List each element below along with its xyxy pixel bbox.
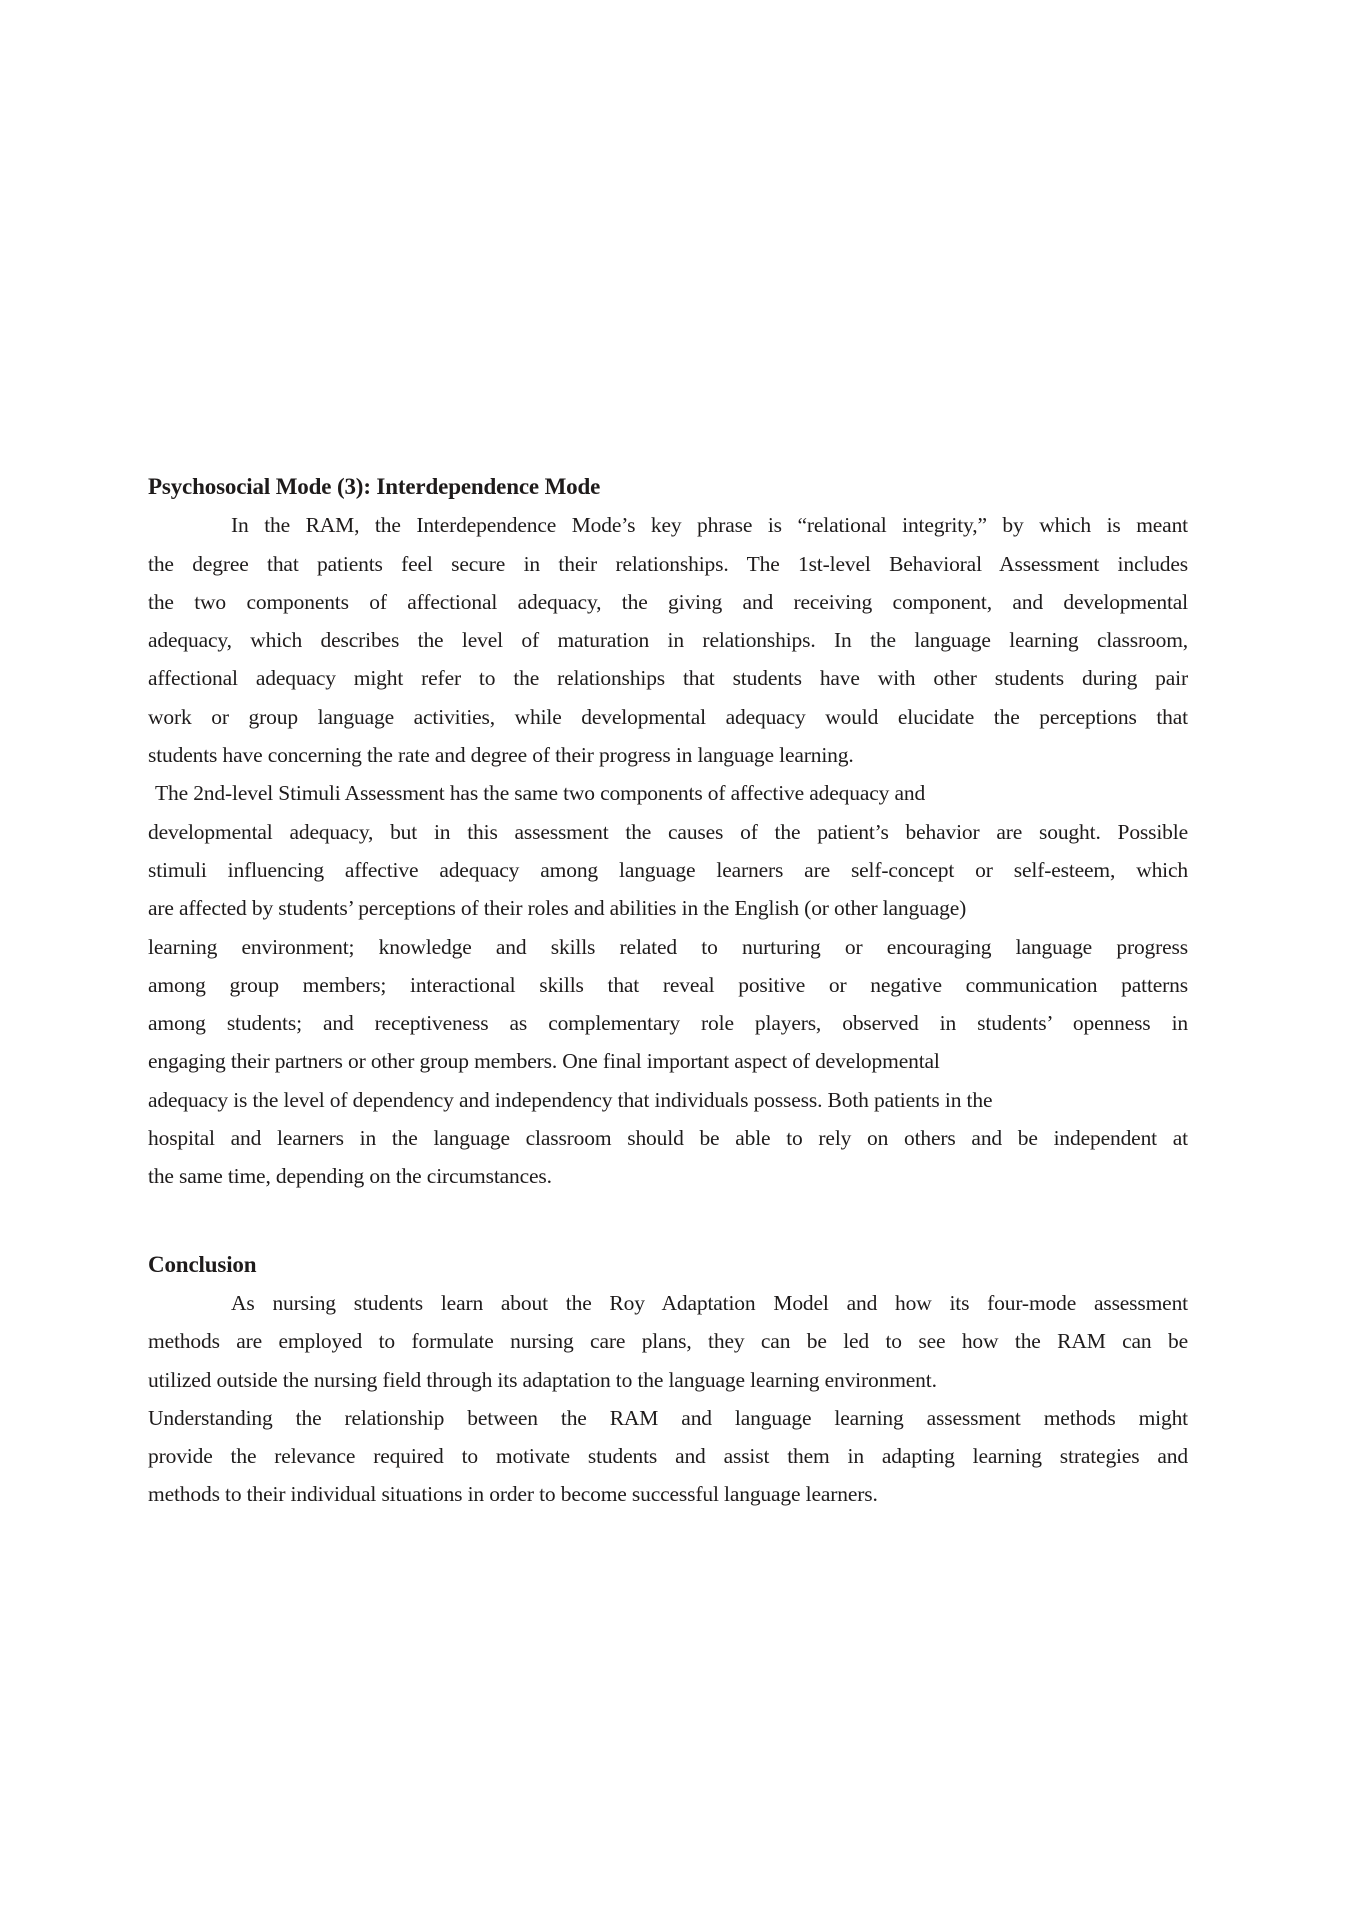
section-heading: Psychosocial Mode (3): Interdependence Mode <box>148 474 601 499</box>
text-line: adequacy is the level of dependency and independency that individuals possess. Both patients in the <box>148 1087 993 1112</box>
section-spacer <box>148 1196 1188 1246</box>
text-line: provide the relevance required to motivate students and assist them in adapting learning strategies and <box>148 1444 1188 1469</box>
text-line: methods to their individual situations in order to become successful language learners. <box>148 1482 878 1507</box>
text-line: developmental adequacy, but in this assessment the causes of the patient’s behavior are sought. Possible <box>148 819 1188 844</box>
text-line: the degree that patients feel secure in their relationships. The 1st-level Behavioral Assessment includes <box>148 551 1188 576</box>
text-line: the same time, depending on the circumstances. <box>148 1164 552 1189</box>
text-line: utilized outside the nursing field through its adaptation to the language learning environment. <box>148 1367 937 1392</box>
text-line: In the RAM, the Interdependence Mode’s key phrase is “relational integrity,” by which is meant <box>231 513 1188 538</box>
text-line: Understanding the relationship between the RAM and language learning assessment methods might <box>148 1405 1188 1430</box>
text-line: affectional adequacy might refer to the relationships that students have with other students during pair <box>148 666 1188 691</box>
text-line: The 2nd-level Stimuli Assessment has the same two components of affective adequacy and <box>155 781 926 806</box>
text-line: learning environment; knowledge and skills related to nurturing or encouraging language progress <box>148 934 1188 959</box>
text-line: are affected by students’ perceptions of their roles and abilities in the English (or other language) <box>148 896 967 921</box>
section-heading: Conclusion <box>148 1251 257 1277</box>
text-line: work or group language activities, while developmental adequacy would elucidate the perceptions that <box>148 704 1188 729</box>
text-line: stimuli influencing affective adequacy among language learners are self-concept or self-esteem, which <box>148 857 1188 882</box>
text-line: methods are employed to formulate nursing care plans, they can be led to see how the RAM can be <box>148 1329 1188 1354</box>
text-line: the two components of affectional adequacy, the giving and receiving component, and developmental <box>148 589 1188 614</box>
document-content <box>148 468 1188 1514</box>
text-line: hospital and learners in the language classroom should be able to rely on others and be independent at <box>148 1126 1188 1151</box>
text-line: engaging their partners or other group members. One final important aspect of developmental <box>148 1049 940 1074</box>
text-line: among students; and receptiveness as complementary role players, observed in students’ openness in <box>148 1011 1188 1036</box>
text-line: among group members; interactional skills that reveal positive or negative communication patterns <box>148 972 1188 997</box>
text-line: students have concerning the rate and degree of their progress in language learning. <box>148 743 854 768</box>
text-line: adequacy, which describes the level of maturation in relationships. In the language learning classroom, <box>148 628 1188 653</box>
text-line: As nursing students learn about the Roy Adaptation Model and how its four-mode assessment <box>231 1290 1188 1315</box>
